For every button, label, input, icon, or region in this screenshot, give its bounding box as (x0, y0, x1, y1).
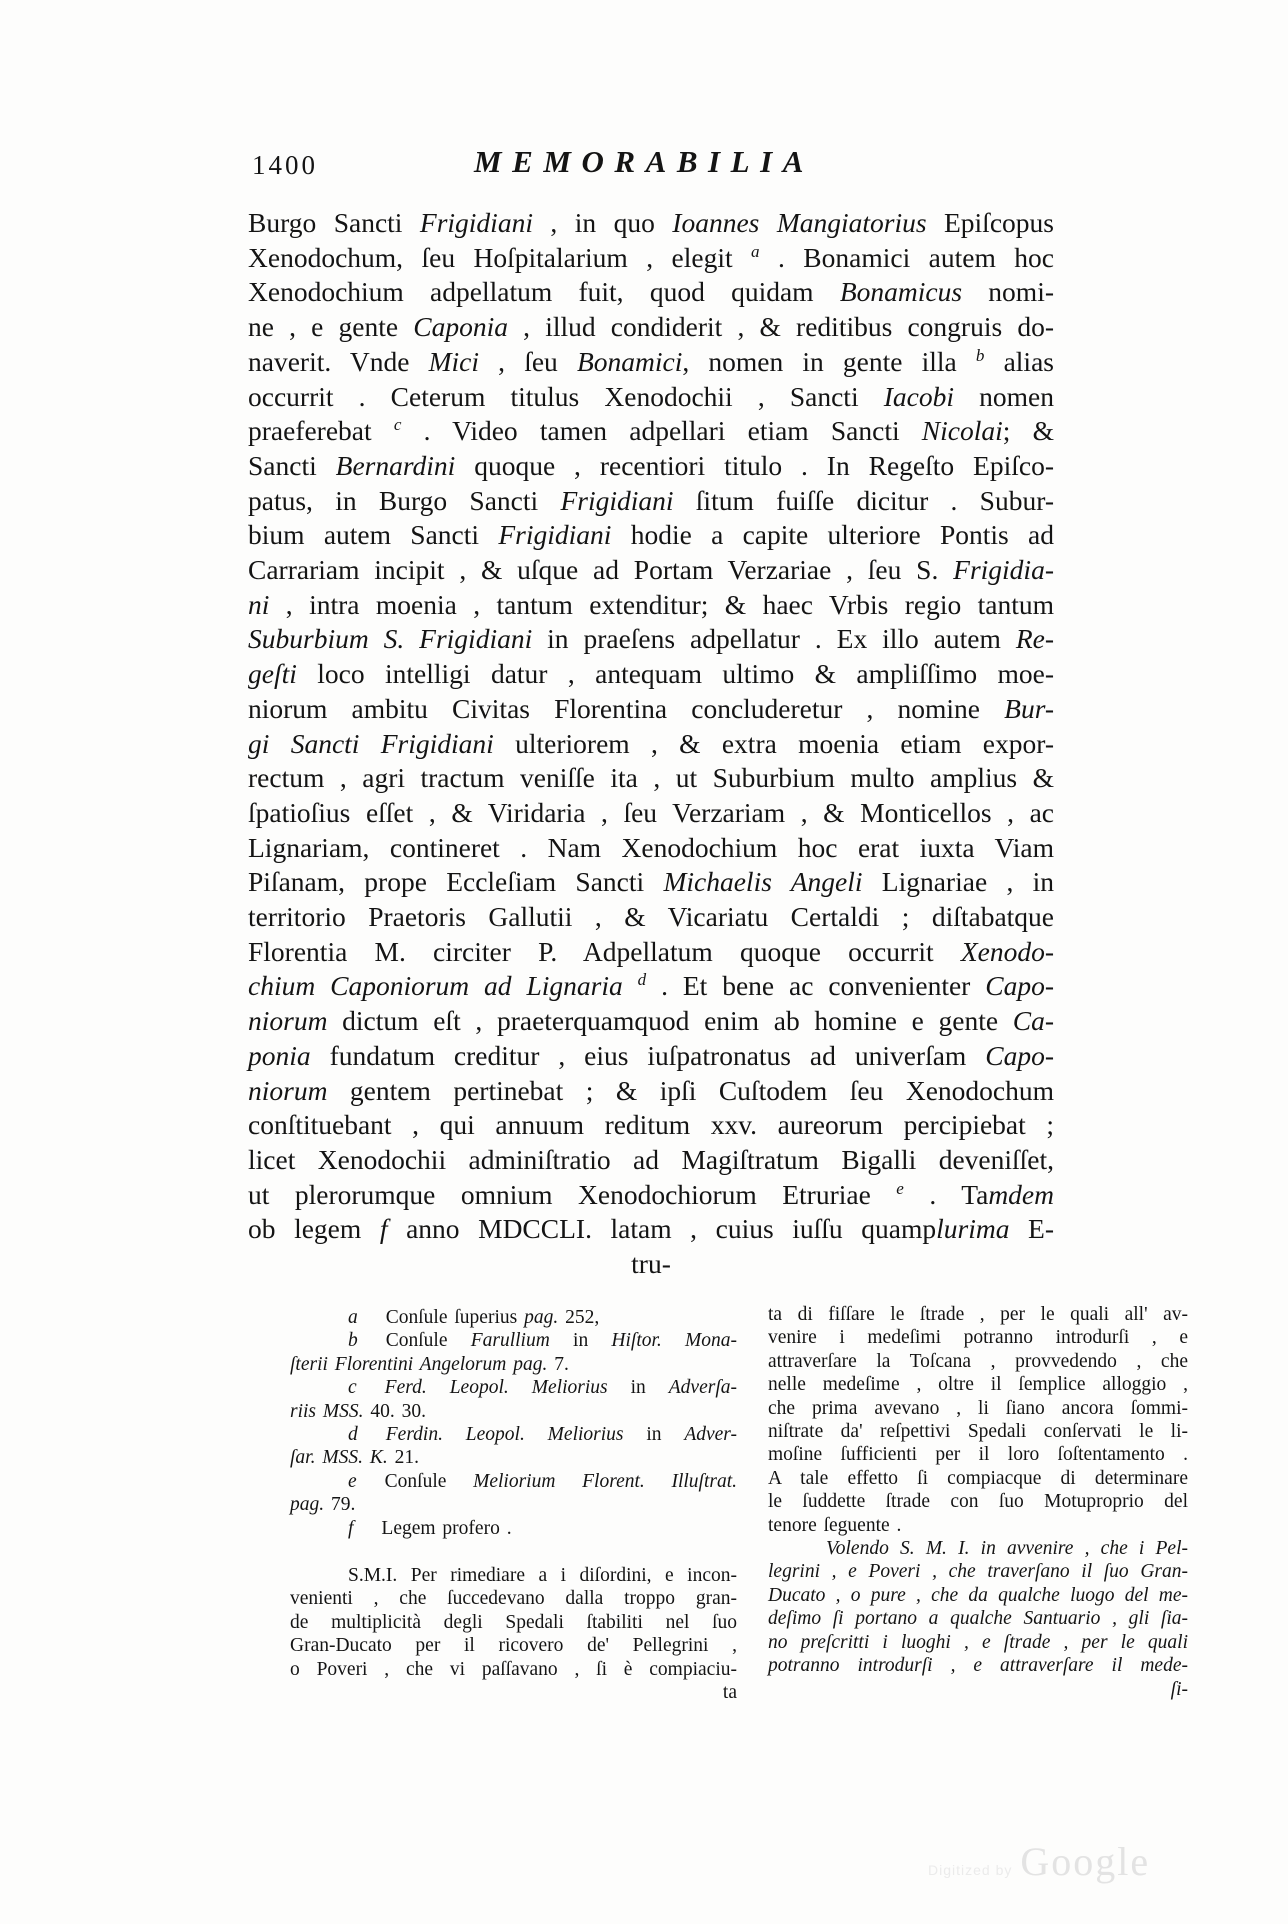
text-segment: mdem (988, 1178, 1054, 1210)
text-segment: deſimo ſi portano a qualche Santuario , gli ſia- (768, 1608, 1188, 1630)
text-line (248, 796, 1054, 831)
text-line (248, 275, 1054, 310)
text-line (248, 727, 1054, 762)
text-segment: . Ta (903, 1178, 989, 1210)
text-segment: 21. (387, 1447, 419, 1469)
text-segment: lurima (936, 1213, 1010, 1245)
text-line (248, 692, 1054, 727)
text-line (290, 1634, 737, 1657)
text-segment: licet Xenodochii adminiſtratio ad Magiſtratum Bigalli deveniſſet, (248, 1143, 1054, 1175)
text-segment: , illud condiderit , & reditibus congruis do- (508, 311, 1054, 343)
text-line (248, 657, 1054, 692)
text-line (248, 484, 1054, 519)
text-segment: ; & (1002, 415, 1054, 447)
text-segment: in (549, 1330, 612, 1352)
text-segment: Mici (428, 345, 480, 377)
text-line (290, 1400, 737, 1423)
text-line (768, 1607, 1188, 1630)
text-segment: Michaelis Angeli (663, 866, 863, 898)
text-segment: gentem pertinebat ; & ipſi Cuſtodem ſeu Xenodochum (327, 1074, 1054, 1106)
text-line (290, 1306, 737, 1329)
text-segment: niorum (248, 1074, 328, 1106)
text-line (248, 935, 1054, 970)
text-segment: Xenodochium adpellatum fuit, quod quidam (248, 276, 840, 308)
text-line (248, 831, 1054, 866)
text-segment: Farullium (470, 1330, 550, 1352)
text-segment: tenore ſeguente . (768, 1514, 902, 1536)
text-line (248, 900, 1054, 935)
text-segment: riis MSS. (290, 1400, 364, 1422)
text-segment: Frigidiani (560, 484, 674, 516)
text-segment: Ducato , o pure , che da qualche luogo del me- (768, 1584, 1188, 1606)
text-segment: Ferdin. Leopol. Meliorius (385, 1424, 624, 1446)
text-segment: rectum , agri tractum veniſſe ita , ut Suburbium multo amplius & (248, 762, 1054, 794)
text-segment: Conſule (385, 1330, 471, 1352)
text-segment: ſi- (1170, 1678, 1188, 1700)
text-line (248, 1039, 1054, 1074)
text-line (248, 1074, 1054, 1109)
text-segment: Lignariam, contineret . Nam Xenodochium hoc erat iuxta Viam (248, 831, 1054, 863)
text-segment: bium autem Sancti (248, 519, 499, 551)
text-segment: Nicolai (921, 415, 1003, 447)
text-segment: Ca- (1012, 1005, 1054, 1037)
text-line (290, 1353, 737, 1376)
text-segment: territorio Praetoris Gallutii , & Vicariatu Certaldi ; diſtabatque (248, 901, 1054, 933)
text-segment: no preſcritti i luoghi , e ſtrade , per le quali (768, 1631, 1188, 1653)
text-line (248, 761, 1054, 796)
text-line (768, 1490, 1188, 1513)
text-segment: tru- (631, 1248, 671, 1280)
text-segment: 252, (558, 1307, 600, 1328)
text-line (768, 1303, 1188, 1326)
text-segment: niorum ambitu Civitas Florentina concluderetur , nomine (248, 692, 1005, 724)
text-line (248, 1108, 1054, 1143)
text-segment: Hiſtor. Mona- (611, 1330, 738, 1352)
text-segment: ob legem (248, 1213, 380, 1245)
text-line (290, 1587, 737, 1610)
text-segment: pag. (290, 1494, 325, 1516)
text-line (290, 1564, 737, 1587)
page-number: 1400 (252, 150, 318, 180)
text-segment: Volendo S. M. I. in avvenire , che i Pel- (826, 1538, 1188, 1560)
text-segment: nelle medeſime , oltre il ſemplice alloggio , (768, 1374, 1188, 1396)
text-segment: c (393, 415, 402, 435)
text-segment: pag. (524, 1307, 559, 1328)
text-line (768, 1537, 1188, 1560)
text-line (290, 1423, 737, 1446)
text-line (768, 1584, 1188, 1607)
text-segment: , in quo (532, 207, 673, 238)
text-line (248, 865, 1054, 900)
text-segment: Adver- (684, 1424, 737, 1446)
text-segment: dictum eſt , praeterquamquod enim ab homine e gente (327, 1005, 1013, 1037)
footnotes-right-column (768, 1303, 1188, 1701)
text-line (768, 1654, 1188, 1677)
text-segment: nomi- (962, 276, 1054, 308)
text-segment: Re- (1015, 623, 1054, 655)
text-line (248, 1178, 1054, 1213)
text-segment: Burgo Sancti (248, 207, 420, 238)
text-line (768, 1443, 1188, 1466)
text-segment: nomen (954, 380, 1054, 412)
text-line (248, 1143, 1054, 1178)
text-segment: conſtituebant , qui annuum reditum xxv. aureorum percipiebat ; (248, 1109, 1054, 1141)
text-segment: e (896, 1178, 904, 1198)
text-segment: moſine ſufficienti per il loro ſoſtentamento . (768, 1444, 1188, 1466)
text-line (290, 1470, 737, 1493)
text-segment: b (975, 345, 985, 365)
text-segment: geſti (248, 658, 297, 690)
text-segment: Conſule ſuperius (385, 1307, 525, 1328)
text-segment: d (637, 970, 647, 990)
text-segment: gi Sancti Frigidiani (248, 727, 494, 759)
text-line (248, 310, 1054, 345)
text-segment: ſar. MSS. K. (290, 1447, 388, 1469)
text-segment: loco intelligi datur , antequam ultimo & ampliſſimo moe- (296, 658, 1054, 690)
text-segment: ulteriorem , & extra moenia etiam expor- (493, 727, 1054, 759)
text-segment: . Et bene ac convenienter (646, 970, 986, 1002)
text-segment: 40. 30. (363, 1400, 427, 1422)
text-line (768, 1350, 1188, 1373)
text-segment: ni (248, 588, 270, 620)
text-line (290, 1493, 737, 1516)
text-line (290, 1681, 737, 1704)
text-line (248, 1212, 1054, 1247)
text-segment: de multiplicità degli Spedali ſtabiliti nel ſuo (290, 1611, 737, 1633)
text-segment: Legem profero . (381, 1517, 512, 1539)
text-line (290, 1329, 737, 1352)
text-segment: Frigidiani (419, 207, 533, 238)
text-segment: attraverſare la Toſcana , provvedendo , che (768, 1350, 1188, 1372)
text-segment: chium Caponiorum ad Lignaria (248, 970, 638, 1002)
text-segment: , intra moenia , tantum extenditur; & haec Vrbis regio tantum (269, 588, 1054, 620)
text-segment: naverit. Vnde (248, 345, 429, 377)
text-segment: ne , e gente (248, 311, 414, 343)
text-segment: Bonamici (576, 345, 683, 377)
text-line (248, 553, 1054, 588)
text-line (248, 622, 1054, 657)
text-line (248, 206, 1054, 241)
text-segment: 79. (324, 1494, 356, 1516)
text-segment: in (623, 1424, 685, 1446)
text-segment: che prima avevano , li ſiano ancora ſommi- (768, 1397, 1188, 1419)
text-line (290, 1611, 737, 1634)
text-segment: Carrariam incipit , & uſque ad Portam Verzariae , ſeu S. (248, 554, 954, 586)
text-line (290, 1446, 737, 1469)
text-line (248, 449, 1054, 484)
text-line (248, 588, 1054, 623)
google-logo-text: Google (1020, 1839, 1151, 1884)
text-segment: in (607, 1377, 669, 1399)
text-segment: potranno introdurſi , e attraverſare il mede- (768, 1655, 1188, 1677)
text-segment: e (348, 1470, 357, 1492)
text-segment: ut plerorumque omnium Xenodochiorum Etruriae (248, 1178, 897, 1210)
text-segment: ſitum fuiſſe dicitur . Subur- (673, 484, 1054, 516)
watermark-prefix-text: Digitized by (928, 1862, 1013, 1878)
text-line (768, 1560, 1188, 1583)
text-segment: Frigidiani (498, 519, 612, 551)
text-segment: o Poveri , che vi paſſavano , ſi è compiaciu- (290, 1658, 737, 1680)
text-segment: anno MDCCLI. latam , cuius iuſſu quamp (387, 1213, 937, 1245)
footnotes-left-column (290, 1306, 737, 1540)
text-segment: d (348, 1424, 358, 1446)
text-segment: praeferebat (248, 415, 394, 447)
text-segment: ſpatioſius eſſet , & Viridaria , ſeu Verzariam , & Monticellos , ac (248, 796, 1054, 828)
text-segment: le ſuddette ſtrade con ſuo Motuproprio del (768, 1491, 1188, 1513)
text-segment: E- (1009, 1213, 1054, 1245)
text-segment: Adverſa- (668, 1377, 737, 1399)
footnote-smi-paragraph (290, 1564, 737, 1704)
text-segment: Bur- (1004, 692, 1054, 724)
text-line (248, 380, 1054, 415)
text-segment: occurrit . Ceterum titulus Xenodochii , Sancti (248, 380, 884, 412)
running-title: MEMORABILIA (474, 144, 814, 179)
text-segment: . Bonamici autem hoc (759, 241, 1054, 273)
text-line (768, 1326, 1188, 1349)
text-segment: Iacobi (883, 380, 954, 412)
text-segment: f (379, 1213, 388, 1245)
text-line (768, 1397, 1188, 1420)
text-line (290, 1376, 737, 1399)
text-segment: , ſeu (479, 345, 577, 377)
text-line (768, 1514, 1188, 1537)
text-segment: Caponia (413, 311, 508, 343)
text-segment: ta (722, 1682, 737, 1704)
text-segment: Gran-Ducato per il ricovero de' Pellegrini , (290, 1635, 737, 1657)
text-segment: Xenodochum, ſeu Hoſpitalarium , elegit (248, 241, 752, 273)
text-line (248, 518, 1054, 553)
text-segment: ponia (248, 1039, 311, 1071)
text-segment: niorum (248, 1005, 328, 1037)
text-line (290, 1658, 737, 1681)
text-segment: Suburbium S. Frigidiani (248, 623, 533, 655)
main-text-block (248, 206, 1054, 1282)
text-segment: f (348, 1517, 354, 1539)
text-segment: Capo- (985, 1039, 1054, 1071)
google-watermark (928, 1838, 1150, 1885)
text-line (768, 1467, 1188, 1490)
text-segment: legrini , e Poveri , che traverſano il ſuo Gran- (768, 1561, 1188, 1583)
text-line (248, 345, 1054, 380)
text-segment: S.M.I. Per rimediare a i diſordini, e incon- (348, 1565, 737, 1586)
text-segment: Epiſcopus (926, 207, 1054, 238)
text-segment: . Video tamen adpellari etiam Sancti (401, 415, 922, 447)
text-segment: hodie a capite ulteriore Pontis ad (611, 519, 1054, 551)
text-segment: Piſanam, prope Eccleſiam Sancti (248, 866, 664, 898)
text-segment: Florentia M. circiter P. Adpellatum quoque occurrit (248, 935, 961, 967)
text-segment: Conſule (384, 1470, 474, 1492)
text-line (768, 1373, 1188, 1396)
text-segment: Capo- (985, 970, 1054, 1002)
text-segment: Lignariae , in (862, 866, 1054, 898)
text-line (768, 1420, 1188, 1443)
text-line (768, 1631, 1188, 1654)
text-segment: Bonamicus (839, 276, 963, 308)
text-segment: Xenodo- (960, 935, 1054, 967)
text-segment: Ioannes Mangiatorius (672, 207, 927, 238)
text-segment: in praeſens adpellatur . Ex illo autem (532, 623, 1016, 655)
text-segment: alias (984, 345, 1054, 377)
text-segment: niſtrate da' reſpettivi Spedali conſervati le li- (768, 1421, 1188, 1443)
text-line (248, 1004, 1054, 1039)
text-segment: 7. (547, 1353, 569, 1375)
text-segment: b (348, 1330, 358, 1352)
text-segment: a (751, 241, 760, 261)
text-line (290, 1517, 737, 1540)
text-line (248, 969, 1054, 1004)
text-segment: ta di fiſſare le ſtrade , per le quali all' av- (768, 1304, 1188, 1325)
text-segment: quoque , recentiori titulo . In Regeſto Epiſco- (455, 449, 1054, 481)
text-segment: Bernardini (335, 449, 456, 481)
text-line (768, 1678, 1188, 1701)
text-segment: Sancti (248, 449, 336, 481)
text-line (248, 1247, 1054, 1282)
text-line (248, 414, 1054, 449)
text-segment: venire i medeſimi potranno introdurſi , e (768, 1327, 1188, 1349)
text-segment: fundatum creditur , eius iuſpatronatus ad univerſam (310, 1039, 986, 1071)
text-segment: ſterii Florentini Angelorum pag. (290, 1353, 548, 1375)
text-segment: , nomen in gente illa (682, 345, 976, 377)
text-segment: A tale effetto ſi compiacque di determinare (768, 1467, 1188, 1489)
text-line (248, 241, 1054, 276)
text-segment: a (348, 1307, 358, 1328)
text-segment: c (348, 1377, 357, 1399)
text-segment: venienti , che ſuccedevano dalla troppo gran- (290, 1588, 737, 1610)
text-segment: patus, in Burgo Sancti (248, 484, 561, 516)
text-segment: Meliorium Florent. Illuſtrat. (473, 1470, 738, 1492)
text-segment: Frigidia- (953, 554, 1054, 586)
text-segment: Ferd. Leopol. Meliorius (384, 1377, 608, 1399)
